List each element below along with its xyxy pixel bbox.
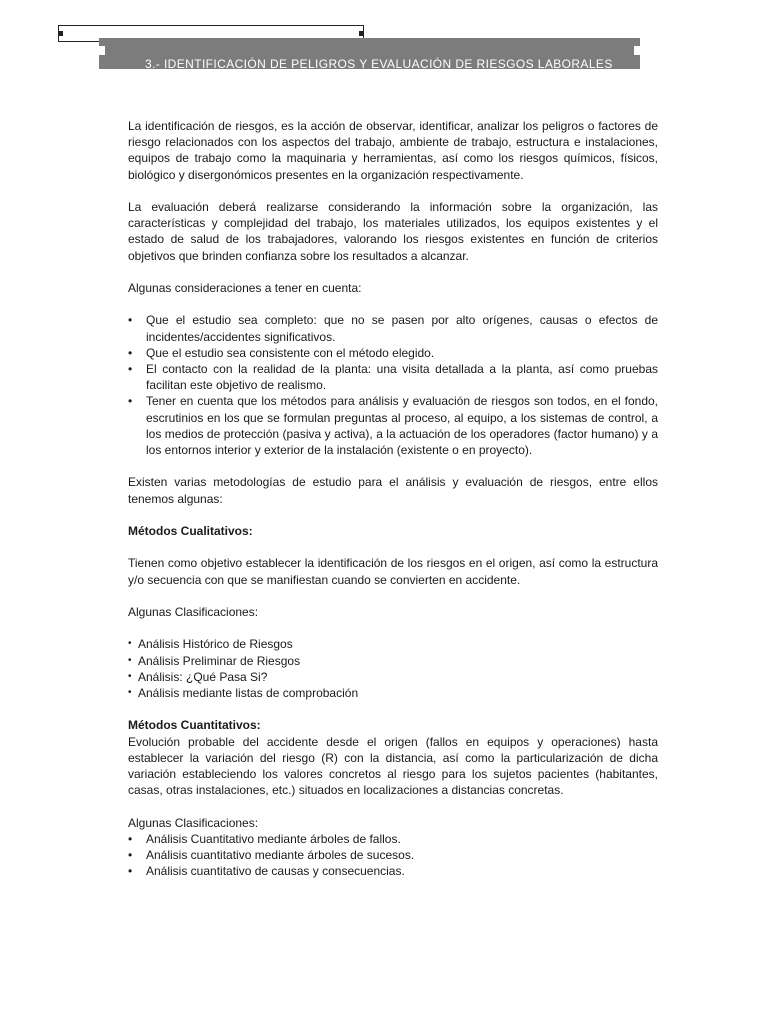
paragraph-cuantitativos: Evolución probable del accidente desde el origen (fallos en equipos y operaciones) hasta establecer la variación del riesgo (R) con la distancia, así como la particularización de dicha variación estableciendo los valores concretos al riesgo para los sujetos pacientes (habitantes, casas, otras instalaciones, etc.) situados en localizaciones a distancias concretas. [128,734,658,798]
list-item: • Que el estudio sea consistente con el método elegido. [128,345,658,361]
heading-cuantitativos: Métodos Cuantitativos: [128,718,261,733]
list-item: • Análisis: ¿Qué Pasa Si? [128,669,658,685]
qualitative-methods-list [128,636,658,701]
list-item: • Análisis Preliminar de Riesgos [128,653,658,669]
paragraph-cualitativos: Tienen como objetivo establecer la identificación de los riesgos en el origen, así como la estructura y/o secuencia con que se manifiestan cuando se convierten en accidente. [128,556,658,587]
quantitative-methods-list [128,831,658,880]
label-clasificaciones-cuantitativos: Algunas Clasificaciones: [128,815,259,830]
paragraph-metodologias: Existen varias metodologías de estudio para el análisis y evaluación de riesgos, entre ellos tenemos algunas: [128,475,658,506]
label-clasificaciones-cualitativos: Algunas Clasificaciones: [128,604,259,619]
heading-cualitativos: Métodos Cualitativos: [128,524,253,538]
paragraph-identificacion: La identificación de riesgos, es la acción de observar, identificar, analizar los peligros o factores de riesgo relacionados con los aspectos del trabajo, ambiente de trabajo, estructura e instalaciones, equipos de trabajo como la maquinaria y herramientas, así como los riesgos químicos, físicos, biológico y disergonómicos presentes en la organización respectivamente. [128,119,658,182]
header-notch-right [634,46,640,55]
list-item: • Que el estudio sea completo: que no se pasen por alto orígenes, causas o efectos de incidentes/accidentes significativos. [128,312,658,344]
list-item: • Análisis Cuantitativo mediante árboles de fallos. [128,831,658,847]
list-item: • Análisis mediante listas de comprobación [128,685,658,701]
list-item: • Análisis cuantitativo mediante árboles de sucesos. [128,847,658,863]
paragraph-consideraciones: Algunas consideraciones a tener en cuenta: [128,281,362,295]
paragraph-evaluacion: La evaluación deberá realizarse considerando la información sobre la organización, las características y complejidad del trabajo, los materiales utilizados, los equipos existentes y el estado de salud de los trabajadores, valorando los riesgos existentes en función de criterios objetivos que brinden confianza sobre los resultados a alcanzar. [128,200,658,263]
section-title: 3.- IDENTIFICACIÓN DE PELIGROS Y EVALUACIÓN DE RIESGOS LABORALES [145,57,613,69]
considerations-list [128,312,658,458]
header-notch-left [99,46,105,55]
list-item: • Análisis Histórico de Riesgos [128,636,658,652]
list-item: • El contacto con la realidad de la planta: una visita detallada a la planta, así como pruebas facilitan este objetivo de realismo. [128,361,658,393]
list-item: • Tener en cuenta que los métodos para análisis y evaluación de riesgos son todos, en el fondo, escrutinios en los que se formulan preguntas al proceso, al equipo, a los sistemas de control, a los medios de protección (pasiva y activa), a la actuación de los operadores (factor humano) y a los entornos interior y exterior de la instalación (existente o en proyecto). [128,393,658,458]
document-body [128,118,658,896]
list-item: • Análisis cuantitativo de causas y consecuencias. [128,863,658,879]
section-header-bar [99,38,640,69]
